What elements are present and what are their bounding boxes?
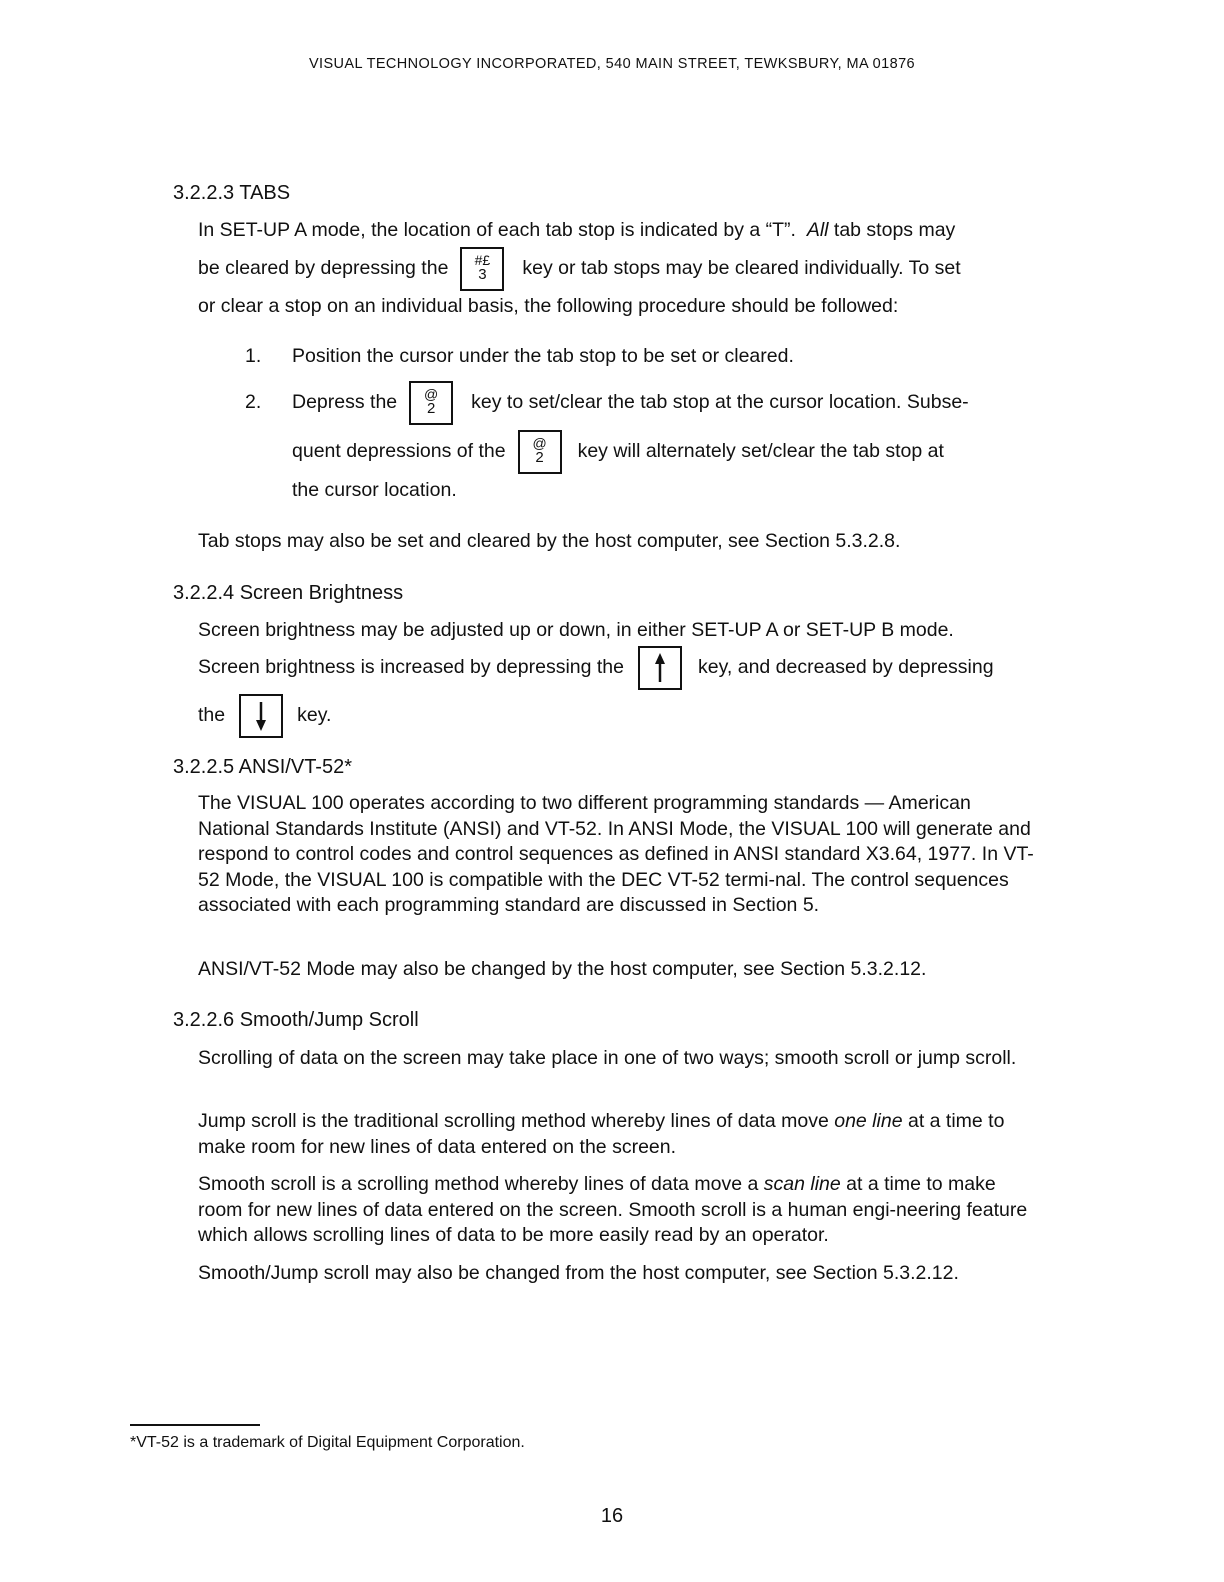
list-item-1-text: Position the cursor under the tab stop to be set or cleared. (292, 345, 794, 367)
down-arrow-icon (241, 696, 281, 736)
hash-3-key: #£ 3 (460, 247, 504, 291)
tabs-line-1: In SET-UP A mode, the location of each tab stop is indicated by a “T”. All tab stops may (198, 219, 956, 241)
scroll-paragraph-4: Smooth/Jump scroll may also be changed from the host computer, see Section 5.3.2.12. (198, 1262, 959, 1284)
brightness-line-2: Screen brightness is increased by depressing the key, and decreased by depressing (198, 645, 994, 690)
list-item-1-number: 1. (245, 345, 262, 367)
up-arrow-key (638, 646, 682, 690)
list-item-2-line-2: quent depressions of the @ 2 key will alternately set/clear the tab stop at (292, 429, 944, 474)
brightness-line-1: Screen brightness may be adjusted up or down, in either SET-UP A or SET-UP B mode. (198, 619, 954, 641)
list-item-2-line-3: the cursor location. (292, 479, 457, 501)
brightness-line-3: the key. (198, 693, 331, 738)
at-2-key: @ 2 (409, 381, 453, 425)
ansi-paragraph-1: The VISUAL 100 operates according to two different programming standards — American National Standards Institute (ANSI) and VT-52. In ANSI Mode, the VISUAL 100 will generate and respond to control codes and control sequences as defined in ANSI standard X3.64, 1977. In VT-52 Mode, the VISUAL 100 is compatible with the DEC VT-52 termi-nal. The control sequences associated with each programming standard are discussed in Section 5. (198, 792, 1034, 917)
section-heading-tabs: 3.2.2.3 TABS (173, 182, 291, 204)
up-arrow-icon (640, 648, 680, 688)
down-arrow-key (239, 694, 283, 738)
footnote: *VT-52 is a trademark of Digital Equipment Corporation. (130, 1434, 525, 1451)
footnote-rule (130, 1424, 260, 1426)
at-2-key: @ 2 (518, 430, 562, 474)
tabs-closing: Tab stops may also be set and cleared by the host computer, see Section 5.3.2.8. (198, 530, 901, 552)
scroll-paragraph-3: Smooth scroll is a scrolling method whereby lines of data move a scan line at a time to make room for new lines of data entered on the screen. Smooth scroll is a human engi-neering feature which allows scrolling lines of data to be more easily read by an operator. (198, 1173, 1028, 1247)
section-heading-brightness: 3.2.2.4 Screen Brightness (173, 582, 404, 604)
scroll-paragraph-2: Jump scroll is the traditional scrolling method whereby lines of data move one line at a time to make room for new lines of data entered on the screen. (198, 1110, 1005, 1158)
ansi-paragraph-2: ANSI/VT-52 Mode may also be changed by the host computer, see Section 5.3.2.12. (198, 958, 927, 980)
tabs-line-3: or clear a stop on an individual basis, the following procedure should be followed: (198, 295, 899, 317)
scroll-paragraph-1: Scrolling of data on the screen may take place in one of two ways; smooth scroll or jump scroll. (198, 1047, 1017, 1069)
tabs-line-2: be cleared by depressing the #£ 3 key or tab stops may be cleared individually. To set (198, 246, 961, 291)
list-item-2-line-1: Depress the @ 2 key to set/clear the tab stop at the cursor location. Subse- (292, 380, 969, 425)
section-heading-ansi: 3.2.2.5 ANSI/VT-52* (173, 756, 352, 778)
page-header: VISUAL TECHNOLOGY INCORPORATED, 540 MAIN STREET, TEWKSBURY, MA 01876 (308, 56, 916, 72)
page-number: 16 (600, 1505, 624, 1527)
list-item-2-number: 2. (245, 391, 262, 413)
section-heading-scroll: 3.2.2.6 Smooth/Jump Scroll (173, 1009, 419, 1031)
